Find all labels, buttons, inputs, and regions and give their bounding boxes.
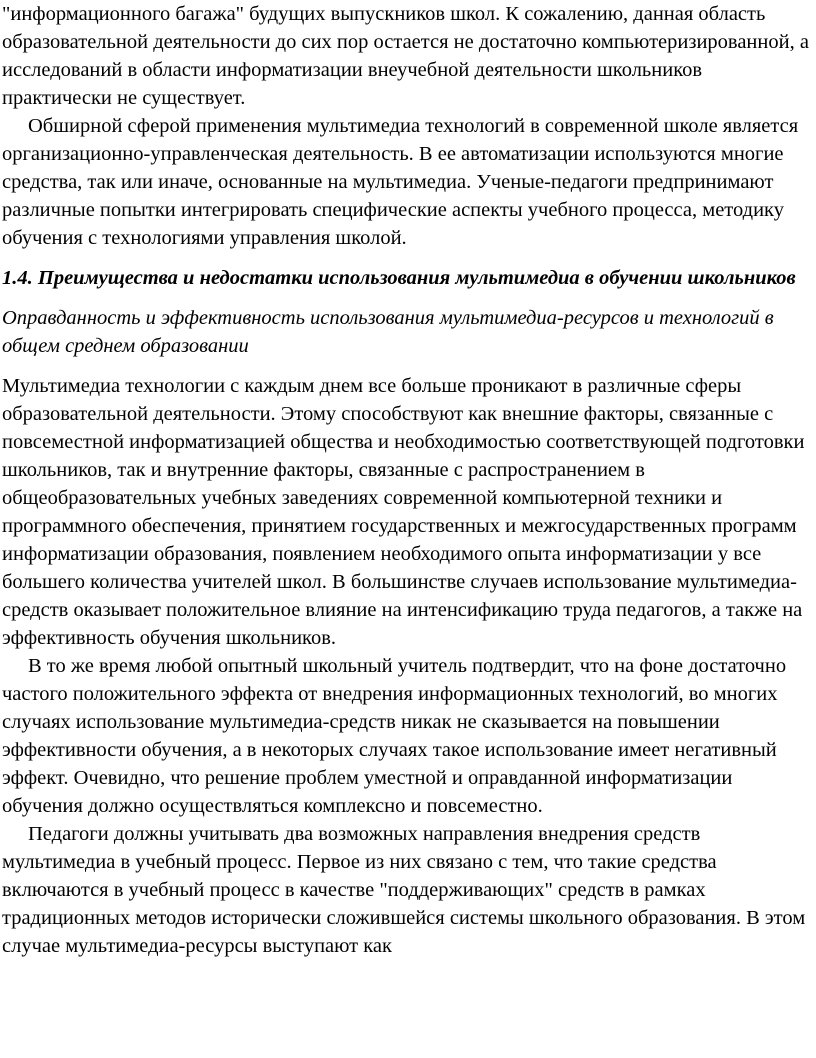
subsection-heading: Оправданность и эффективность использования мультимедиа-ресурсов и технологий в общем среднем образовании [2, 307, 774, 357]
paragraph-1: "информационного багажа" будущих выпускников школ. К сожалению, данная область образовательной деятельности до сих пор остается не достаточно компьютеризированной, а исследований в области информатизации внеучебной деятельности школьников практически не существует. [2, 3, 809, 109]
paragraph-5: Педагоги должны учитывать два возможных направления внедрения средств мультимедиа в учебный процесс. Первое из них связано с тем, что такие средства включаются в учебный процесс в качестве "поддерживающих" средств в рамках традиционных методов исторически сложившейся системы школьного образования. В этом случае мультимедиа-ресурсы выступают как [2, 823, 806, 957]
section-heading: 1.4. Преимущества и недостатки использования мультимедиа в обучении школьников [2, 267, 796, 289]
paragraph-3: Мультимедиа технологии с каждым днем все больше проникают в различные сферы образовательной деятельности. Этому способствуют как внешние факторы, связанные с повсеместной информатизацией общества и необходимостью соответствующей подготовки школьников, так и внутренние факторы, связанные с распространением в общеобразовательных учебных заведениях современной компьютерной техники и программного обеспечения, принятием государственных и межгосударственных программ информатизации образования, появлением необходимого опыта информатизации у все большего количества учителей школ. В большинстве случаев использование мультимедиа-средств оказывает положительное влияние на интенсификацию труда педагогов, а также на эффективность обучения школьников. [2, 375, 805, 649]
paragraph-4: В то же время любой опытный школьный учитель подтвердит, что на фоне достаточно частого положительного эффекта от внедрения информационных технологий, во многих случаях использование мультимедиа-средств никак не сказывается на повышении эффективности обучения, а в некоторых случаях такое использование имеет негативный эффект. Очевидно, что решение проблем уместной и оправданной информатизации обучения должно осуществляться комплексно и повсеместно. [2, 655, 787, 817]
document-page [2, 0, 814, 960]
paragraph-2: Обширной сферой применения мультимедиа технологий в современной школе является организационно-управленческая деятельность. В ее автоматизации используются многие средства, так или иначе, основанные на мультимедиа. Ученые-педагоги предпринимают различные попытки интегрировать специфические аспекты учебного процесса, методику обучения с технологиями управления школой. [2, 115, 799, 249]
